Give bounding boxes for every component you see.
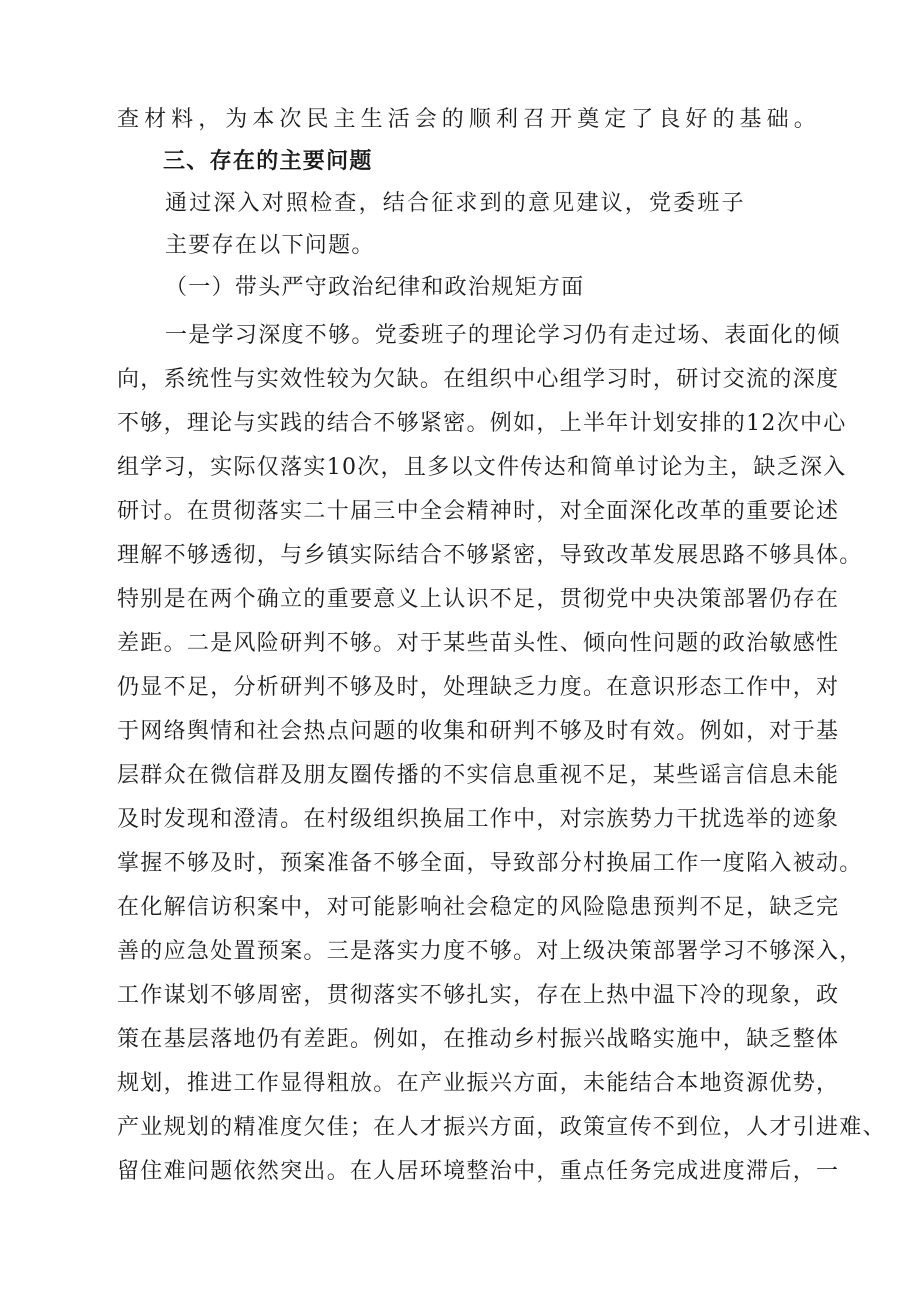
paragraph-line: 一是学习深度不够。党委班子的理论学习仍有走过场、表面化的倾	[165, 323, 841, 348]
paragraph-line: 策在基层落地仍有差距。例如，在推动乡村振兴战略实施中，缺乏整体	[117, 1027, 840, 1052]
paragraph-line: 组学习，实际仅落实10次，且多以文件传达和简单讨论为主，缺乏深入	[117, 455, 847, 480]
paragraph-line: 仍显不足，分析研判不够及时，处理缺乏力度。在意识形态工作中，对	[117, 675, 840, 700]
paragraph-line: 规划，推进工作显得粗放。在产业振兴方面，未能结合本地资源优势，	[117, 1071, 840, 1096]
paragraph-line: 向，系统性与实效性较为欠缺。在组织中心组学习时，研讨交流的深度	[117, 367, 840, 392]
paragraph-line: 主要存在以下问题。	[165, 233, 375, 258]
paragraph-line: 在化解信访积案中，对可能影响社会稳定的风险隐患预判不足，缺乏完	[117, 895, 840, 920]
subsection-heading: （一）带头严守政治纪律和政治规矩方面	[165, 275, 585, 300]
paragraph-line: 善的应急处置预案。三是落实力度不够。对上级决策部署学习不够深入，	[117, 939, 863, 964]
paragraph-line: 产业规划的精准度欠佳；在人才振兴方面，政策宣传不到位，人才引进难、	[117, 1115, 886, 1140]
paragraph-line: 理解不够透彻，与乡镇实际结合不够紧密，导致改革发展思路不够具体。	[117, 543, 863, 568]
paragraph-line: 留住难问题依然突出。在人居环境整治中，重点任务完成进度滞后，一	[117, 1159, 840, 1184]
paragraph-line: 通过深入对照检查，结合征求到的意见建议，党委班子	[165, 191, 746, 216]
paragraph-line: 特别是在两个确立的重要意义上认识不足，贯彻党中央决策部署仍存在	[117, 587, 840, 612]
paragraph-line: 差距。二是风险研判不够。对于某些苗头性、倾向性问题的政治敏感性	[117, 631, 840, 656]
paragraph-line: 不够，理论与实践的结合不够紧密。例如，上半年计划安排的12次中心	[117, 411, 847, 436]
paragraph-line: 于网络舆情和社会热点问题的收集和研判不够及时有效。例如，对于基	[117, 719, 840, 744]
section-heading: 三、存在的主要问题	[163, 149, 373, 174]
paragraph-line: 层群众在微信群及朋友圈传播的不实信息重视不足，某些谣言信息未能	[117, 763, 840, 788]
paragraph-line: 掌握不够及时，预案准备不够全面，导致部分村换届工作一度陷入被动。	[117, 851, 863, 876]
paragraph-line: 及时发现和澄清。在村级组织换届工作中，对宗族势力干扰选举的迹象	[117, 807, 840, 832]
paragraph-line: 工作谋划不够周密，贯彻落实不够扎实，存在上热中温下冷的现象，政	[117, 983, 840, 1008]
paragraph-line: 查材料，为本次民主生活会的顺利召开奠定了良好的基础。	[117, 107, 817, 132]
paragraph-line: 研讨。在贯彻落实二十届三中全会精神时，对全面深化改革的重要论述	[117, 499, 840, 524]
